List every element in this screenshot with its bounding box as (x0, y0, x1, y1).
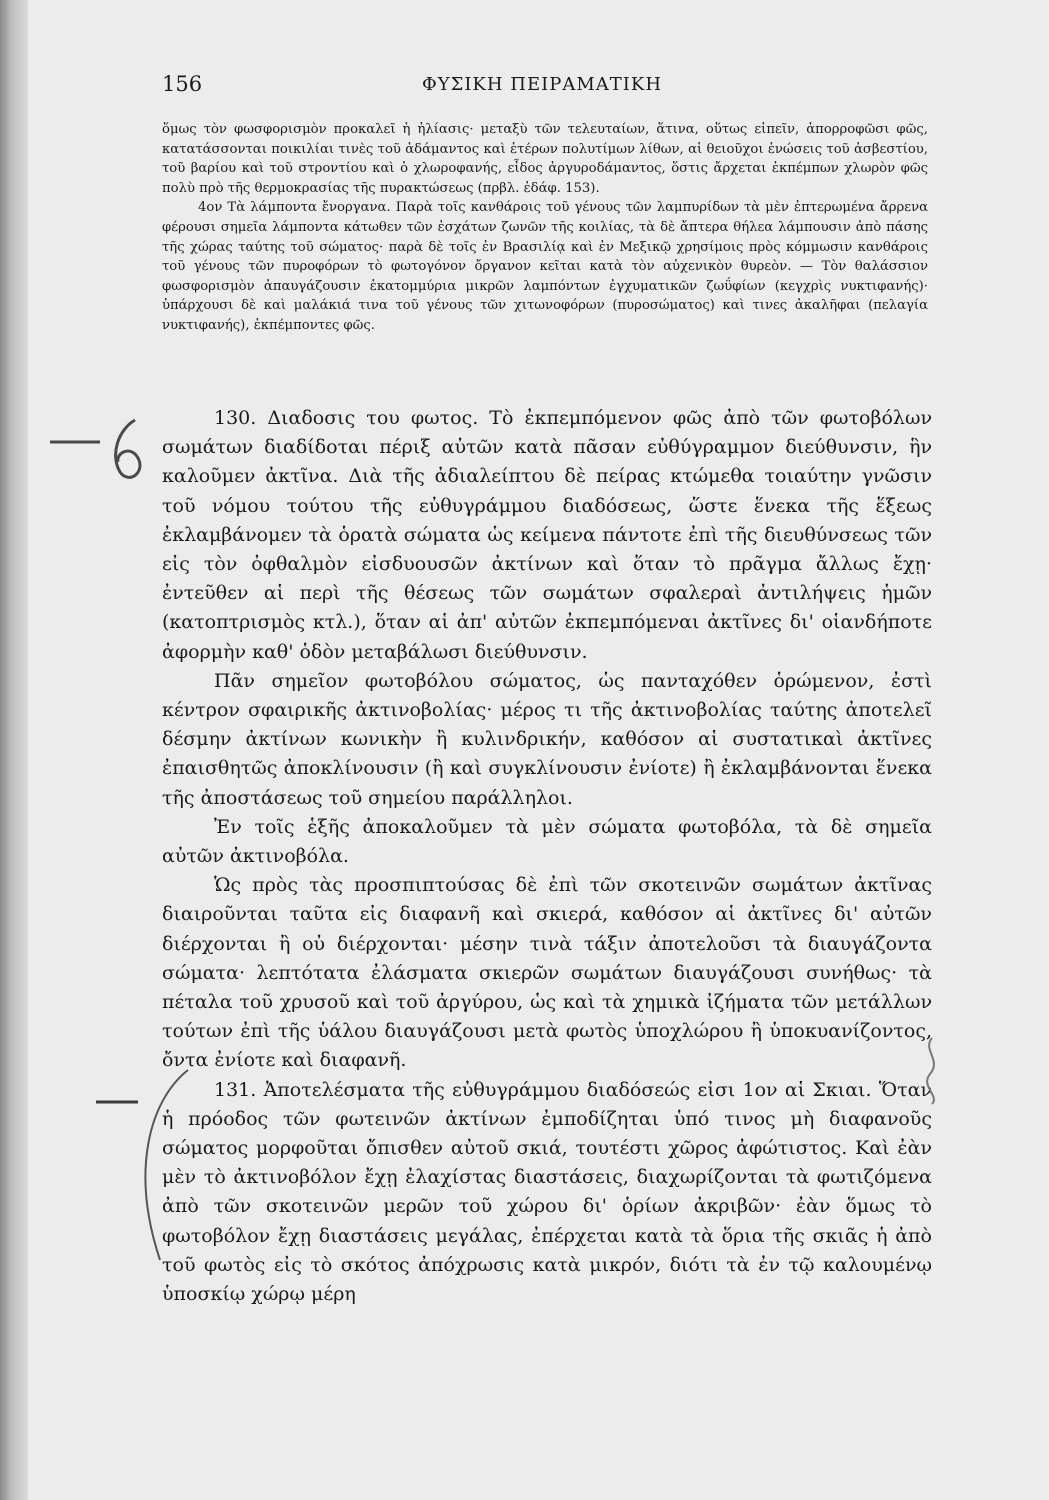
page-header (162, 72, 922, 104)
paragraph-radiating-point: Πᾶν σημεῖον φωτοβόλου σώματος, ὡς πανταχόθεν ὁρώμενον, ἐστὶ κέντρον σφαιρικῆς ἀκτινοβολίας· μέρος τι τῆς ἀκτινοβολίας ταύτης ἀποτελεῖ δέσμην ἀκτίνων κωνικὴν ἢ κυλινδρικήν, καθόσον αἱ συστατικαὶ ἀκτῖνες ἐπαισθητῶς ἀποκλίνουσιν (ἢ καὶ συγκλίνουσιν ἐνίοτε) ἢ ἐκλαμβάνονται ἕνεκα τῆς ἀποστάσεως τοῦ σημείου παράλληλοι. (162, 669, 932, 809)
section-130: 130. Διαδοσις του φωτος. Τὸ ἐκπεμπόμενον φῶς ἀπὸ τῶν φωτοβόλων σωμάτων διαδίδοται πέριξ αὐτῶν κατὰ πᾶσαν εὐθύγραμμον διεύθυνσιν, ἣν καλοῦμεν ἀκτῖνα. Διὰ τῆς ἀδιαλείπτου δὲ πείρας κτώμεθα τοιαύτην γνῶσιν τοῦ νόμου τούτου τῆς εὐθυγράμμου διαδόσεως, ὥστε ἕνεκα τῆς ἕξεως ἐκλαμβάνομεν τὰ ὁρατὰ σώματα ὡς κείμενα πάντοτε ἐπὶ τῆς διευθύνσεως τῶν εἰς τὸν ὀφθαλμὸν εἰσδυουσῶν ἀκτίνων καὶ ὅταν τὸ πρᾶγμα ἄλλως ἔχῃ· ἐντεῦθεν αἱ περὶ τῆς θέσεως τῶν σωμάτων σφαλεραὶ ἀντιλήψεις ἡμῶν (κατοπτρισμὸς κτλ.), ὅταν αἱ ἀπ' αὐτῶν ἐκπεμπόμεναι ἀκτῖνες δι' οἱανδήποτε ἀφορμὴν καθ' ὁδὸν μεταβάλωσι διεύθυνσιν. (162, 407, 932, 663)
book-gutter (0, 0, 28, 1500)
section-131: 131. Ἀποτελέσματα τῆς εὐθυγράμμου διαδόσεώς εἰσι 1ον αἱ Σκιαι. Ὅταν ἡ πρόοδος τῶν φωτεινῶν ἀκτίνων ἐμποδίζηται ὑπό τινος μὴ διαφανοῦς σώματος μορφοῦται ὄπισθεν αὐτοῦ σκιά, τουτέστι χῶρος ἀφώτιστος. Καὶ ἐὰν μὲν τὸ ἀκτινοβόλον ἔχῃ ἐλαχίστας διαστάσεις, διαχωρίζονται τὰ φωτιζόμενα ἀπὸ τῶν σκοτεινῶν μερῶν τοῦ χώρου δι' ὁρίων ἀκριβῶν· ἐὰν ὅμως τὸ φωτοβόλον ἔχῃ διαστάσεις μεγάλας, ἐπέρχεται κατὰ τὰ ὅρια τῆς σκιᾶς ἡ ἀπὸ τοῦ φωτὸς εἰς τὸ σκότος ἀπόχρωσις κατὰ μικρόν, διότι τὰ ἐν τῷ καλουμένῳ ὑποσκίῳ χώρῳ μέρη (162, 1078, 932, 1306)
running-title: ΦΥΣΙΚΗ ΠΕΙΡΑΜΑΤΙΚΗ (421, 74, 663, 95)
main-text-block (162, 404, 932, 1309)
pencil-mark-left-top (40, 400, 150, 490)
paragraph-definitions: Ἐν τοῖς ἑξῆς ἀποκαλοῦμεν τὰ μὲν σώματα φωτοβόλα, τὰ δὲ σημεῖα αὐτῶν ἀκτινοβόλα. (162, 815, 932, 868)
paragraph-phosphorescence: ὅμως τὸν φωσφορισμὸν προκαλεῖ ἡ ἡλίασις· μεταξὺ τῶν τελευταίων, ἅτινα, οὕτως εἰπεῖν, ἀπορροφῶσι φῶς, κατατάσσονται ποικιλίαι τινὲς τοῦ ἀδάμαντος καὶ ἑτέρων πολυτίμων λίθων, αἱ θειοῦχοι ἑνώσεις τοῦ ἀσβεστίου, τοῦ βαρίου καὶ τοῦ στροντίου καὶ ὁ χλωροφανής, εἶδος ἀργυροδάμαντος, ὅστις ἄρχεται ἐκπέμπων χλωρὸν φῶς πολὺ πρὸ τῆς θερμοκρασίας τῆς πυρακτώσεως (πρβλ. ἐδάφ. 153). (162, 122, 928, 196)
page-number: 156 (162, 72, 203, 96)
pencil-mark-right (912, 1030, 952, 1110)
paragraph-transparency: Ὡς πρὸς τὰς προσπιπτούσας δὲ ἐπὶ τῶν σκοτεινῶν σωμάτων ἀκτῖνας διαιροῦνται ταῦτα εἰς διαφανῆ καὶ σκιερά, καθόσον αἱ ἀκτῖνες δι' αὐτῶν διέρχονται ἢ οὐ διέρχονται· μέσην τινὰ τάξιν ἀποτελοῦσι τὰ διαυγάζοντα σώματα· λεπτότατα ἐλάσματα σκιερῶν σωμάτων διαυγάζουσι συνήθως· τὰ πέταλα τοῦ χρυσοῦ καὶ τοῦ ἀργύρου, ὡς καὶ τὰ χημικὰ ἰζήματα τῶν μετάλλων τούτων ἐπὶ τῆς ὑάλου διαυγάζουσι μετὰ φωτὸς ὑποχλώρου ἢ ὑποκυανίζοντος, ὄντα ἐνίοτε καὶ διαφανῆ. (162, 874, 932, 1072)
paragraph-luminous-organs: 4ον Τὰ λάμποντα ἔνοργανα. Παρὰ τοῖς κανθάροις τοῦ γένους τῶν λαμπυρίδων τὰ μὲν ἐπτερωμένα ἄρρενα φέρουσι σημεῖα λάμποντα κάτωθεν τῶν ἐσχάτων ζωνῶν τῆς κοιλίας, τὰ δὲ ἄπτερα θήλεα λάμπουσιν ἀπὸ πάσης τῆς χώρας ταύτης τοῦ σώματος· παρὰ δὲ τοῖς ἐν Βρασιλίᾳ καὶ ἐν Μεξικῷ χρησίμοις πρὸς κόμμωσιν κανθάροις τοῦ γένους τῶν πυροφόρων τὸ φωτογόνον ὄργανον κεῖται κατὰ τὸν αὐχενικὸν θυρεὸν. — Τὸν θαλάσσιον φωσφορισμὸν ἀπαυγάζουσιν ἑκατομμύρια μικρῶν λαμπόντων ἐγχυματικῶν ζωΰφίων (κεγχρὶς νυκτιφανής)· ὑπάρχουσι δὲ καὶ μαλάκιά τινα τοῦ γένους τῶν χιτωνοφόρων (πυροσώματος) καὶ τινες ἀκαλῆφαι (πελαγία νυκτιφανής), ἐκπέμποντες φῶς. (162, 200, 928, 333)
small-print-block (162, 120, 928, 336)
pencil-mark-left-bottom (90, 1060, 200, 1280)
